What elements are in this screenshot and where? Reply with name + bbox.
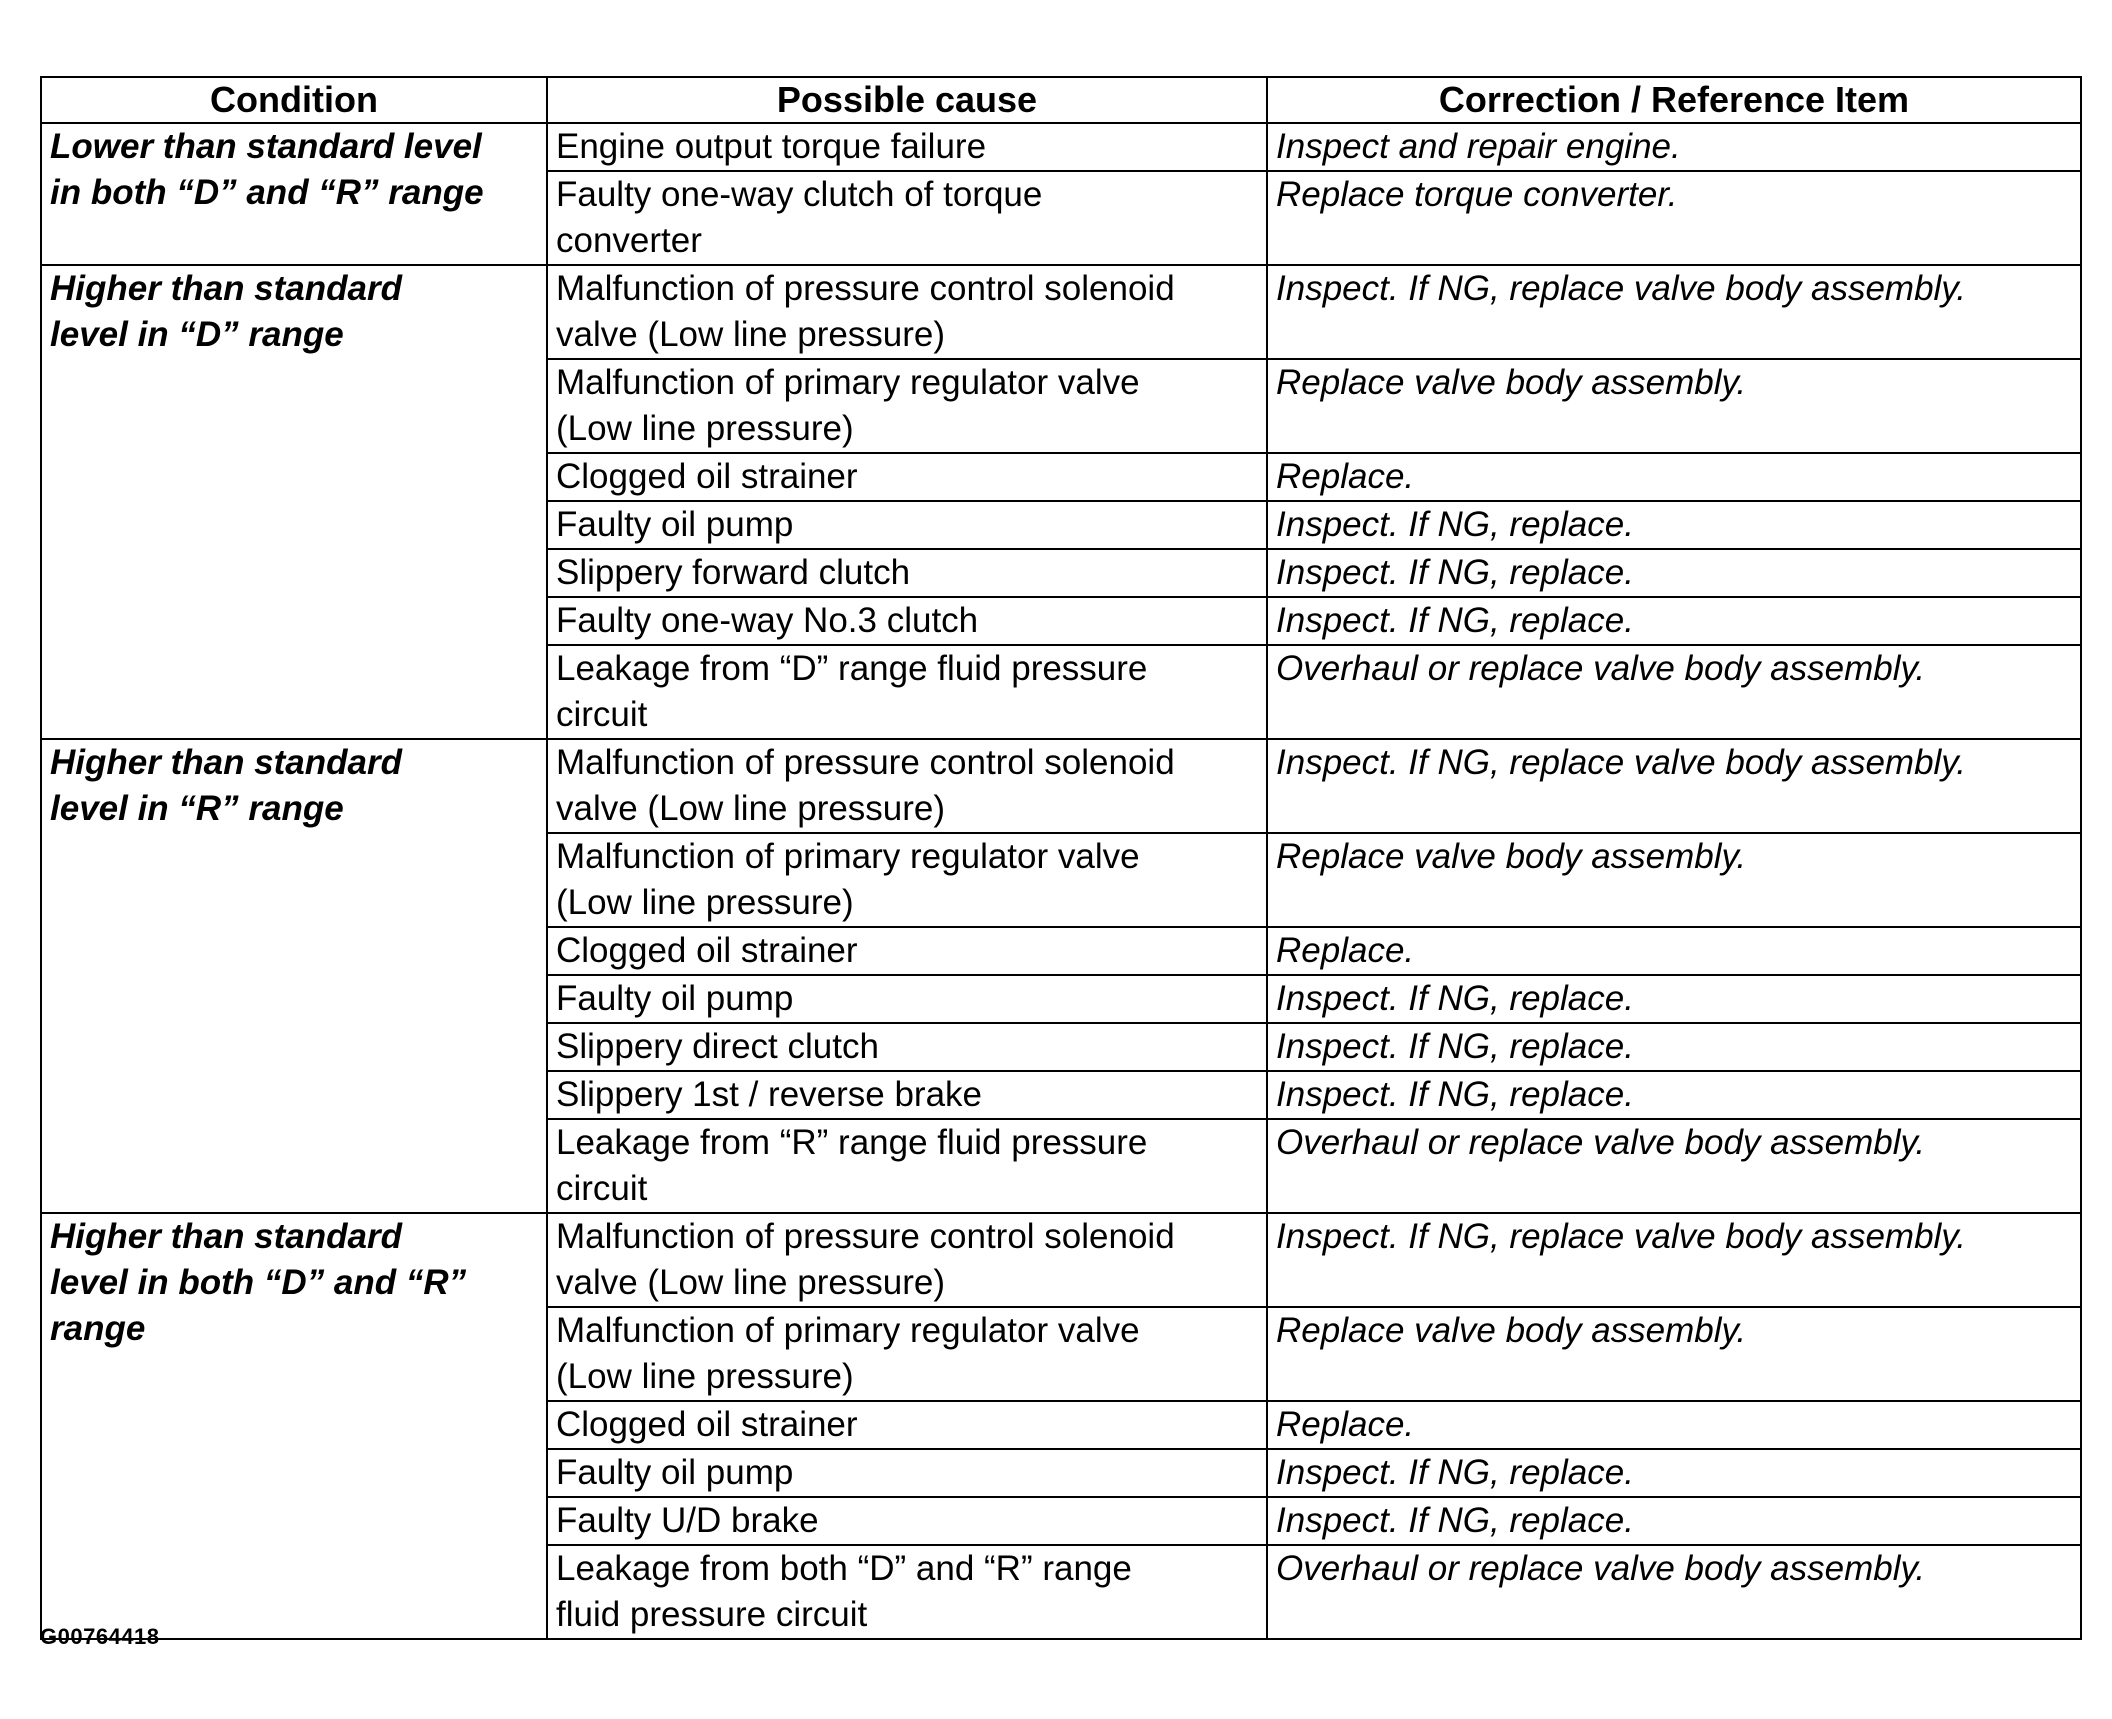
correction-cell: Inspect. If NG, replace. bbox=[1267, 1449, 2081, 1497]
condition-line: level in “R” range bbox=[50, 789, 344, 828]
cause-cell bbox=[547, 549, 1267, 597]
cause-line: Faulty oil pump bbox=[556, 505, 794, 544]
cause-line: Malfunction of pressure control solenoid bbox=[556, 743, 1175, 782]
cause-cell bbox=[547, 1119, 1267, 1213]
condition-line: level in “D” range bbox=[50, 315, 344, 354]
correction-cell: Inspect. If NG, replace. bbox=[1267, 1023, 2081, 1071]
cause-line: Malfunction of pressure control solenoid bbox=[556, 269, 1175, 308]
cause-line: (Low line pressure) bbox=[556, 883, 854, 922]
cause-line: Leakage from “R” range fluid pressure bbox=[556, 1123, 1148, 1162]
cause-cell bbox=[547, 597, 1267, 645]
cause-cell bbox=[547, 833, 1267, 927]
cause-cell bbox=[547, 1071, 1267, 1119]
cause-cell bbox=[547, 1545, 1267, 1639]
header-condition: Condition bbox=[41, 77, 547, 123]
cause-line: Leakage from both “D” and “R” range bbox=[556, 1549, 1132, 1588]
correction-cell: Overhaul or replace valve body assembly. bbox=[1267, 645, 2081, 739]
header-possible-cause: Possible cause bbox=[547, 77, 1267, 123]
cause-line: Faulty oil pump bbox=[556, 979, 794, 1018]
cause-cell bbox=[547, 1023, 1267, 1071]
condition-cell bbox=[41, 265, 547, 739]
figure-code: G00764418 bbox=[40, 1624, 160, 1649]
correction-cell: Replace valve body assembly. bbox=[1267, 1307, 2081, 1401]
correction-cell: Inspect. If NG, replace valve body assembly. bbox=[1267, 265, 2081, 359]
cause-line: valve (Low line pressure) bbox=[556, 315, 946, 354]
cause-cell bbox=[547, 123, 1267, 171]
correction-cell: Replace torque converter. bbox=[1267, 171, 2081, 265]
cause-line: Faulty oil pump bbox=[556, 1453, 794, 1492]
correction-cell: Inspect. If NG, replace. bbox=[1267, 597, 2081, 645]
header-correction: Correction / Reference Item bbox=[1267, 77, 2081, 123]
table-row bbox=[41, 1213, 2081, 1307]
correction-cell: Replace. bbox=[1267, 1401, 2081, 1449]
cause-line: Slippery forward clutch bbox=[556, 553, 911, 592]
cause-line: Leakage from “D” range fluid pressure bbox=[556, 649, 1148, 688]
cause-line: Malfunction of pressure control solenoid bbox=[556, 1217, 1175, 1256]
table-body bbox=[41, 123, 2081, 1639]
table-row bbox=[41, 123, 2081, 171]
cause-cell bbox=[547, 359, 1267, 453]
cause-cell bbox=[547, 739, 1267, 833]
stall-test-table bbox=[40, 76, 2082, 1640]
cause-line: circuit bbox=[556, 695, 648, 734]
cause-cell bbox=[547, 1497, 1267, 1545]
condition-cell bbox=[41, 123, 547, 265]
cause-cell bbox=[547, 501, 1267, 549]
cause-cell bbox=[547, 1213, 1267, 1307]
cause-line: Clogged oil strainer bbox=[556, 457, 858, 496]
table-row bbox=[41, 739, 2081, 833]
cause-line: Faulty one-way No.3 clutch bbox=[556, 601, 979, 640]
correction-cell: Replace. bbox=[1267, 927, 2081, 975]
condition-line: Higher than standard bbox=[50, 743, 402, 782]
cause-line: circuit bbox=[556, 1169, 648, 1208]
cause-line: Clogged oil strainer bbox=[556, 931, 858, 970]
correction-cell: Inspect. If NG, replace. bbox=[1267, 1071, 2081, 1119]
cause-line: Malfunction of primary regulator valve bbox=[556, 1311, 1140, 1350]
cause-cell bbox=[547, 645, 1267, 739]
cause-line: valve (Low line pressure) bbox=[556, 1263, 946, 1302]
condition-line: level in both “D” and “R” bbox=[50, 1263, 467, 1302]
condition-line: range bbox=[50, 1309, 146, 1348]
cause-line: (Low line pressure) bbox=[556, 409, 854, 448]
correction-cell: Inspect. If NG, replace. bbox=[1267, 975, 2081, 1023]
table-row bbox=[41, 265, 2081, 359]
cause-cell bbox=[547, 1401, 1267, 1449]
cause-cell bbox=[547, 171, 1267, 265]
condition-line: Higher than standard bbox=[50, 1217, 402, 1256]
correction-cell: Inspect and repair engine. bbox=[1267, 123, 2081, 171]
cause-line: Faulty U/D brake bbox=[556, 1501, 819, 1540]
cause-line: Clogged oil strainer bbox=[556, 1405, 858, 1444]
cause-line: fluid pressure circuit bbox=[556, 1595, 868, 1634]
cause-line: Slippery direct clutch bbox=[556, 1027, 879, 1066]
cause-cell bbox=[547, 1449, 1267, 1497]
correction-cell: Inspect. If NG, replace. bbox=[1267, 549, 2081, 597]
cause-line: Malfunction of primary regulator valve bbox=[556, 837, 1140, 876]
correction-cell: Replace valve body assembly. bbox=[1267, 359, 2081, 453]
correction-cell: Inspect. If NG, replace. bbox=[1267, 501, 2081, 549]
condition-cell bbox=[41, 739, 547, 1213]
condition-line: Lower than standard level bbox=[50, 127, 482, 166]
header-row bbox=[41, 77, 2081, 123]
cause-line: Faulty one-way clutch of torque bbox=[556, 175, 1043, 214]
correction-cell: Replace valve body assembly. bbox=[1267, 833, 2081, 927]
cause-cell bbox=[547, 1307, 1267, 1401]
cause-line: valve (Low line pressure) bbox=[556, 789, 946, 828]
cause-line: Slippery 1st / reverse brake bbox=[556, 1075, 983, 1114]
correction-cell: Inspect. If NG, replace valve body assembly. bbox=[1267, 739, 2081, 833]
cause-line: Engine output torque failure bbox=[556, 127, 987, 166]
cause-line: converter bbox=[556, 221, 702, 260]
correction-cell: Overhaul or replace valve body assembly. bbox=[1267, 1119, 2081, 1213]
condition-cell bbox=[41, 1213, 547, 1639]
correction-cell: Inspect. If NG, replace valve body assembly. bbox=[1267, 1213, 2081, 1307]
cause-cell bbox=[547, 265, 1267, 359]
cause-cell bbox=[547, 927, 1267, 975]
correction-cell: Replace. bbox=[1267, 453, 2081, 501]
cause-cell bbox=[547, 453, 1267, 501]
correction-cell: Overhaul or replace valve body assembly. bbox=[1267, 1545, 2081, 1639]
correction-cell: Inspect. If NG, replace. bbox=[1267, 1497, 2081, 1545]
cause-cell bbox=[547, 975, 1267, 1023]
cause-line: Malfunction of primary regulator valve bbox=[556, 363, 1140, 402]
condition-line: in both “D” and “R” range bbox=[50, 173, 484, 212]
condition-line: Higher than standard bbox=[50, 269, 402, 308]
cause-line: (Low line pressure) bbox=[556, 1357, 854, 1396]
